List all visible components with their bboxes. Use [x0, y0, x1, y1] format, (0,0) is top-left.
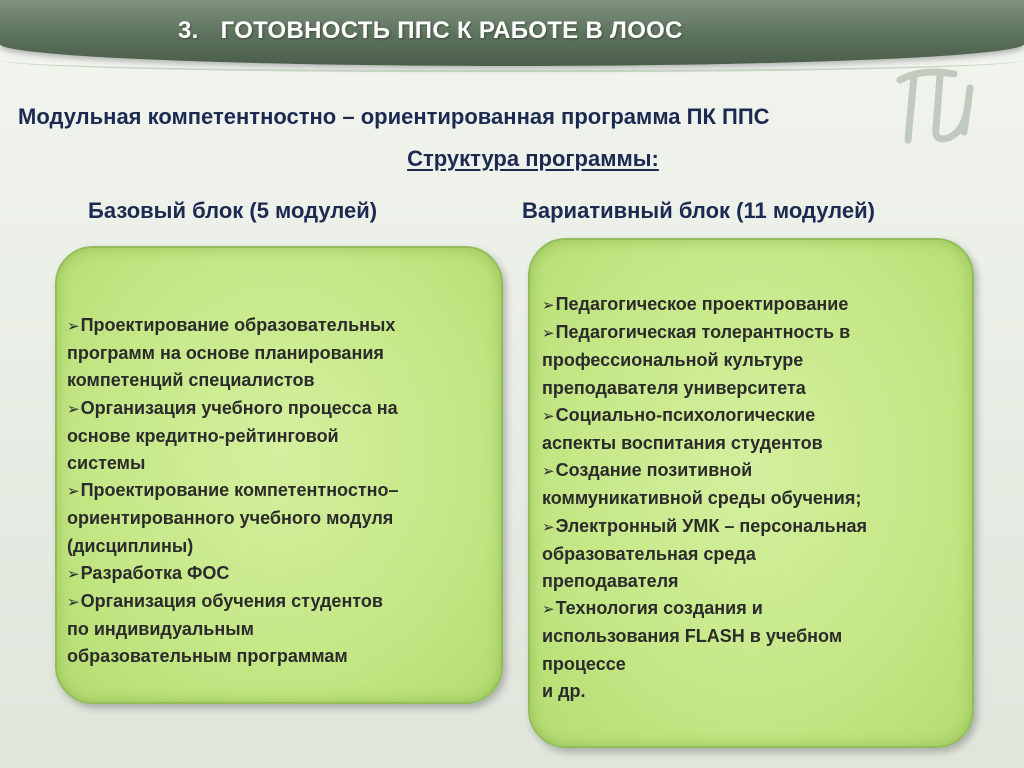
module-list-trailing: и др. [542, 680, 586, 701]
program-subtitle: Модульная компетентностно – ориентированная программа ПК ППС [18, 104, 770, 129]
arrow-bullet-icon: ➢ [542, 325, 555, 343]
module-item-line: Организация обучения студентов [80, 591, 383, 612]
module-item [542, 319, 966, 402]
slide-number: 3. [178, 17, 199, 44]
base-block-card [55, 246, 503, 704]
base-block-heading: Базовый блок (5 модулей) [88, 198, 378, 223]
module-item-line: Технология создания и [555, 598, 763, 619]
slide-title-text: ГОТОВНОСТЬ ППС К РАБОТЕ В ЛООС [220, 17, 683, 44]
arrow-bullet-icon: ➢ [542, 601, 555, 619]
module-item-line: Педагогическое проектирование [555, 294, 849, 314]
module-item-line: ориентированного учебного модуля [67, 508, 394, 529]
arrow-bullet-icon: ➢ [67, 594, 80, 612]
arrow-bullet-icon: ➢ [542, 518, 555, 536]
module-item-line: Организация учебного процесса на [80, 397, 398, 418]
arrow-bullet-icon: ➢ [67, 400, 80, 418]
page-corner-mark [948, 728, 968, 742]
module-item-line: Социально-психологические [555, 404, 816, 425]
module-item-line: преподавателя [542, 571, 679, 592]
module-item [67, 560, 499, 588]
module-item-line: образовательная среда [542, 543, 756, 564]
structure-heading [0, 146, 1024, 172]
module-item [67, 395, 499, 478]
module-item [67, 588, 499, 671]
module-item [67, 312, 499, 395]
module-item-line: Педагогическая толерантность в [555, 322, 851, 343]
variative-module-list [542, 291, 966, 705]
module-item [542, 291, 966, 319]
variative-block-heading: Вариативный блок (11 модулей) [522, 198, 875, 223]
arrow-bullet-icon: ➢ [67, 318, 80, 335]
arrow-bullet-icon: ➢ [542, 297, 555, 314]
base-module-list [67, 312, 499, 671]
module-item-line: профессиональной культуре [542, 350, 804, 371]
arrow-bullet-icon: ➢ [542, 407, 555, 425]
arrow-bullet-icon: ➢ [67, 483, 80, 501]
module-item-line: аспекты воспитания студентов [542, 433, 823, 454]
structure-label: Структура программы: [407, 146, 659, 171]
module-item-line: преподавателя университета [542, 377, 806, 398]
module-item [542, 402, 966, 457]
module-item-line: основе кредитно-рейтинговой [67, 425, 339, 446]
module-item [542, 595, 966, 678]
module-item-line: программ на основе планирования [67, 343, 384, 364]
module-item-line: процессе [542, 653, 626, 674]
module-item-line: компетенций специалистов [67, 370, 315, 391]
slide-title [178, 17, 683, 45]
module-item-line: Проектирование компетентностно– [80, 480, 399, 501]
module-item-line: Разработка ФОС [80, 562, 230, 583]
module-item-line: коммуникативной среды обучения; [542, 488, 862, 509]
module-item-line: образовательным программам [67, 646, 348, 667]
module-item [542, 513, 966, 596]
arrow-bullet-icon: ➢ [542, 463, 555, 481]
module-item [67, 477, 499, 560]
module-item-line: (дисциплины) [67, 535, 194, 556]
module-item-line: системы [67, 453, 146, 474]
module-item-line: Электронный УМК – персональная [555, 515, 867, 536]
title-bar [0, 0, 1024, 66]
module-item-line: использования FLASH в учебном [542, 626, 843, 647]
module-item-line: по индивидуальным [67, 619, 254, 640]
module-item [542, 457, 966, 512]
variative-block-card [528, 238, 974, 748]
module-item-line: Проектирование образовательных [80, 315, 396, 335]
module-item-line: Создание позитивной [555, 460, 753, 481]
arrow-bullet-icon: ➢ [67, 565, 80, 583]
